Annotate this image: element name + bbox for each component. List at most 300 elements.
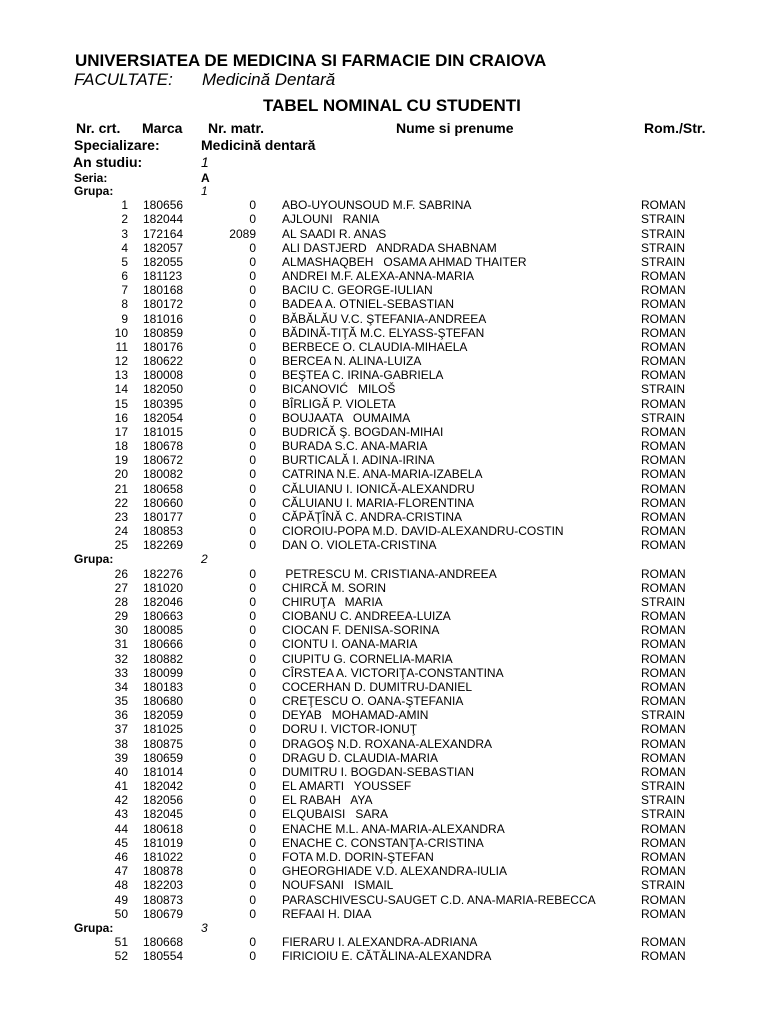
cell-marca: 182054 xyxy=(143,410,184,425)
table-row xyxy=(0,751,768,765)
table-row xyxy=(0,297,768,311)
cell-nr-matr: 0 xyxy=(249,637,256,652)
cell-nr-crt: 15 xyxy=(114,396,128,411)
cell-rom-str: ROMAN xyxy=(641,311,686,326)
table-row xyxy=(0,340,768,354)
table-row xyxy=(0,893,768,907)
cell-nr-matr: 0 xyxy=(249,311,256,326)
table-row xyxy=(0,312,768,326)
cell-nume: CIOROIU-POPA M.D. DAVID-ALEXANDRU-COSTIN xyxy=(282,524,564,539)
cell-nume: ANDREI M.F. ALEXA-ANNA-MARIA xyxy=(282,269,475,284)
column-header-marca: Marca xyxy=(142,120,183,136)
table-row xyxy=(0,793,768,807)
cell-rom-str: ROMAN xyxy=(641,694,686,709)
cell-nr-crt: 41 xyxy=(114,779,128,794)
column-header-rom: Rom./Str. xyxy=(644,120,706,136)
cell-nr-crt: 52 xyxy=(114,949,128,964)
cell-nr-crt: 1 xyxy=(121,198,128,213)
cell-nr-crt: 40 xyxy=(114,764,128,779)
cell-nr-crt: 12 xyxy=(114,354,128,369)
cell-nume: EL AMARTI YOUSSEF xyxy=(282,779,412,794)
cell-nume: NOUFSANI ISMAIL xyxy=(282,878,394,893)
cell-nr-matr: 0 xyxy=(249,339,256,354)
cell-rom-str: ROMAN xyxy=(641,439,686,454)
cell-rom-str: ROMAN xyxy=(641,481,686,496)
cell-nr-matr: 0 xyxy=(249,495,256,510)
an-studiu-label: An studiu: xyxy=(73,154,143,170)
cell-nr-matr: 0 xyxy=(249,750,256,765)
table-row xyxy=(0,878,768,892)
group-number: 3 xyxy=(201,920,208,935)
table-row xyxy=(0,623,768,637)
cell-nr-crt: 31 xyxy=(114,637,128,652)
cell-marca: 181015 xyxy=(143,424,184,439)
cell-nr-matr: 0 xyxy=(249,651,256,666)
cell-marca: 182203 xyxy=(143,878,184,893)
cell-nume: FIRICIOIU E. CĂTĂLINA-ALEXANDRA xyxy=(282,949,492,964)
cell-rom-str: STRAIN xyxy=(641,212,686,227)
cell-rom-str: STRAIN xyxy=(641,226,686,241)
cell-nr-matr: 0 xyxy=(249,665,256,680)
cell-marca: 180668 xyxy=(143,935,184,949)
table-row xyxy=(0,411,768,425)
cell-marca: 181016 xyxy=(143,311,184,326)
table-row xyxy=(0,283,768,297)
cell-marca: 180177 xyxy=(143,509,184,524)
cell-rom-str: ROMAN xyxy=(641,269,686,284)
cell-marca: 182042 xyxy=(143,779,184,794)
table-row xyxy=(0,524,768,538)
cell-rom-str: ROMAN xyxy=(641,892,686,907)
cell-nr-matr: 0 xyxy=(249,354,256,369)
cell-nr-matr: 0 xyxy=(249,382,256,397)
cell-nr-matr: 0 xyxy=(249,949,256,964)
table-row xyxy=(0,269,768,283)
cell-rom-str: STRAIN xyxy=(641,807,686,822)
cell-nr-crt: 10 xyxy=(114,325,128,340)
table-row xyxy=(0,354,768,368)
cell-marca: 182056 xyxy=(143,793,184,808)
cell-marca: 180660 xyxy=(143,495,184,510)
cell-nr-crt: 33 xyxy=(114,665,128,680)
cell-rom-str: STRAIN xyxy=(641,594,686,609)
cell-marca: 182045 xyxy=(143,807,184,822)
table-row xyxy=(0,779,768,793)
cell-marca: 182046 xyxy=(143,594,184,609)
cell-nume: ENACHE M.L. ANA-MARIA-ALEXANDRA xyxy=(282,821,505,836)
cell-nr-matr: 0 xyxy=(249,764,256,779)
cell-nr-matr: 0 xyxy=(249,538,256,553)
table-row xyxy=(0,822,768,836)
table-row xyxy=(0,425,768,439)
cell-rom-str: ROMAN xyxy=(641,821,686,836)
cell-nr-crt: 28 xyxy=(114,594,128,609)
cell-marca: 180099 xyxy=(143,665,184,680)
cell-nr-matr: 0 xyxy=(249,779,256,794)
table-row xyxy=(0,581,768,595)
cell-rom-str: ROMAN xyxy=(641,580,686,595)
column-header-nr: Nr. crt. xyxy=(76,120,121,136)
cell-nr-matr: 0 xyxy=(249,892,256,907)
cell-marca: 182059 xyxy=(143,708,184,723)
an-studiu-value: 1 xyxy=(201,154,209,170)
cell-nume: DEYAB MOHAMAD-AMIN xyxy=(282,708,429,723)
cell-marca: 181020 xyxy=(143,580,184,595)
group-label: Grupa: xyxy=(74,552,114,567)
table-row xyxy=(0,652,768,666)
cell-rom-str: ROMAN xyxy=(641,651,686,666)
cell-marca: 180663 xyxy=(143,609,184,624)
table-row xyxy=(0,637,768,651)
table-row xyxy=(0,496,768,510)
table-row xyxy=(0,482,768,496)
cell-nr-crt: 43 xyxy=(114,807,128,822)
cell-nume: BERBECE O. CLAUDIA-MIHAELA xyxy=(282,339,468,354)
cell-marca: 180658 xyxy=(143,481,184,496)
cell-nr-crt: 32 xyxy=(114,651,128,666)
table-row xyxy=(0,907,768,921)
cell-rom-str: ROMAN xyxy=(641,609,686,624)
column-header-nume: Nume si prenume xyxy=(396,120,514,136)
cell-rom-str: ROMAN xyxy=(641,764,686,779)
group-row xyxy=(0,184,768,198)
cell-marca: 182276 xyxy=(143,566,184,581)
table-row xyxy=(0,595,768,609)
cell-nr-crt: 50 xyxy=(114,906,128,921)
cell-marca: 180656 xyxy=(143,198,184,213)
cell-nr-crt: 5 xyxy=(121,254,128,269)
table-row xyxy=(0,864,768,878)
table-row xyxy=(0,708,768,722)
table-row xyxy=(0,198,768,212)
cell-rom-str: ROMAN xyxy=(641,637,686,652)
cell-nume: BURTICALĂ I. ADINA-IRINA xyxy=(282,453,435,468)
cell-nume: CIOBANU C. ANDREEA-LUIZA xyxy=(282,609,451,624)
cell-marca: 180659 xyxy=(143,750,184,765)
cell-nr-crt: 30 xyxy=(114,623,128,638)
seria-label: Seria: xyxy=(74,171,108,185)
cell-nume: CIONTU I. OANA-MARIA xyxy=(282,637,418,652)
cell-rom-str: ROMAN xyxy=(641,325,686,340)
group-row xyxy=(0,552,768,566)
cell-nr-crt: 13 xyxy=(114,368,128,383)
cell-nr-matr: 0 xyxy=(249,708,256,723)
cell-nr-crt: 14 xyxy=(114,382,128,397)
cell-rom-str: ROMAN xyxy=(641,297,686,312)
table-row xyxy=(0,737,768,751)
cell-nume: CIUPITU G. CORNELIA-MARIA xyxy=(282,651,453,666)
cell-nume: BÎRLIGĂ P. VIOLETA xyxy=(282,396,396,411)
cell-marca: 180618 xyxy=(143,821,184,836)
table-row xyxy=(0,765,768,779)
cell-nume: CĂLUIANU I. IONICĂ-ALEXANDRU xyxy=(282,481,475,496)
cell-nume: PETRESCU M. CRISTIANA-ANDREEA xyxy=(282,566,497,581)
university-title: UNIVERSIATEA DE MEDICINA SI FARMACIE DIN CRAIOVA xyxy=(75,51,547,70)
cell-nr-matr: 2089 xyxy=(229,226,256,241)
cell-rom-str: ROMAN xyxy=(641,849,686,864)
cell-nr-crt: 39 xyxy=(114,750,128,765)
cell-nume: BUDRICĂ Ş. BOGDAN-MIHAI xyxy=(282,424,444,439)
cell-nr-matr: 0 xyxy=(249,623,256,638)
cell-nr-matr: 0 xyxy=(249,325,256,340)
cell-nr-matr: 0 xyxy=(249,240,256,255)
cell-nr-crt: 44 xyxy=(114,821,128,836)
cell-marca: 180008 xyxy=(143,368,184,383)
cell-nume: COCERHAN D. DUMITRU-DANIEL xyxy=(282,679,473,694)
cell-nume: EL RABAH AYA xyxy=(282,793,373,808)
cell-nume: BADEA A. OTNIEL-SEBASTIAN xyxy=(282,297,455,312)
table-row xyxy=(0,227,768,241)
cell-rom-str: ROMAN xyxy=(641,495,686,510)
cell-nr-crt: 42 xyxy=(114,793,128,808)
cell-nume: CÎRSTEA A. VICTORIŢA-CONSTANTINA xyxy=(282,665,504,680)
cell-rom-str: STRAIN xyxy=(641,793,686,808)
cell-marca: 181014 xyxy=(143,764,184,779)
cell-rom-str: ROMAN xyxy=(641,566,686,581)
table-row xyxy=(0,609,768,623)
cell-nr-crt: 27 xyxy=(114,580,128,595)
cell-marca: 180873 xyxy=(143,892,184,907)
table-row xyxy=(0,836,768,850)
cell-marca: 180085 xyxy=(143,623,184,638)
cell-nume: PARASCHIVESCU-SAUGET C.D. ANA-MARIA-REBECCA xyxy=(282,892,596,907)
cell-nume: BACIU C. GEORGE-IULIAN xyxy=(282,283,433,298)
table-row xyxy=(0,255,768,269)
cell-nume: BICANOVIĆ MILOŠ xyxy=(282,382,396,397)
cell-marca: 180882 xyxy=(143,651,184,666)
cell-nume: CREŢESCU O. OANA-ŞTEFANIA xyxy=(282,694,464,709)
cell-nr-crt: 23 xyxy=(114,509,128,524)
cell-nume: BĂBĂLĂU V.C. ŞTEFANIA-ANDREEA xyxy=(282,311,487,326)
table-row xyxy=(0,382,768,396)
cell-nume: DAN O. VIOLETA-CRISTINA xyxy=(282,538,437,553)
cell-nume: CHIRCĂ M. SORIN xyxy=(282,580,387,595)
cell-marca: 180672 xyxy=(143,453,184,468)
cell-rom-str: STRAIN xyxy=(641,708,686,723)
cell-rom-str: ROMAN xyxy=(641,623,686,638)
group-label: Grupa: xyxy=(74,920,114,935)
group-number: 2 xyxy=(201,552,208,567)
cell-nr-matr: 0 xyxy=(249,694,256,709)
cell-marca: 181025 xyxy=(143,722,184,737)
group-row xyxy=(0,921,768,935)
cell-nume: BEŞTEA C. IRINA-GABRIELA xyxy=(282,368,444,383)
cell-nume: BOUJAATA OUMAIMA xyxy=(282,410,411,425)
cell-marca: 180875 xyxy=(143,736,184,751)
table-row xyxy=(0,666,768,680)
cell-nr-crt: 29 xyxy=(114,609,128,624)
table-row xyxy=(0,241,768,255)
cell-nr-crt: 51 xyxy=(114,935,128,949)
cell-nr-matr: 0 xyxy=(249,410,256,425)
cell-rom-str: ROMAN xyxy=(641,467,686,482)
cell-rom-str: ROMAN xyxy=(641,368,686,383)
cell-nr-matr: 0 xyxy=(249,679,256,694)
cell-marca: 180853 xyxy=(143,524,184,539)
cell-nr-matr: 0 xyxy=(249,594,256,609)
cell-rom-str: ROMAN xyxy=(641,283,686,298)
cell-nr-crt: 11 xyxy=(115,339,128,354)
table-row xyxy=(0,567,768,581)
cell-nr-matr: 0 xyxy=(249,297,256,312)
cell-nr-matr: 0 xyxy=(249,439,256,454)
cell-nume: AL SAADI R. ANAS xyxy=(282,226,387,241)
cell-nr-matr: 0 xyxy=(249,935,256,949)
cell-marca: 180859 xyxy=(143,325,184,340)
cell-nume: CĂLUIANU I. MARIA-FLORENTINA xyxy=(282,495,475,510)
cell-marca: 181022 xyxy=(143,849,184,864)
table-row xyxy=(0,850,768,864)
cell-nr-matr: 0 xyxy=(249,807,256,822)
cell-rom-str: ROMAN xyxy=(641,722,686,737)
cell-nr-crt: 6 xyxy=(121,269,128,284)
cell-marca: 180680 xyxy=(143,694,184,709)
cell-rom-str: ROMAN xyxy=(641,198,686,213)
cell-nr-matr: 0 xyxy=(249,509,256,524)
cell-marca: 180679 xyxy=(143,906,184,921)
cell-rom-str: ROMAN xyxy=(641,679,686,694)
cell-nume: DORU I. VICTOR-IONUŢ xyxy=(282,722,418,737)
table-row xyxy=(0,949,768,963)
cell-nr-crt: 17 xyxy=(114,424,128,439)
cell-nr-matr: 0 xyxy=(249,821,256,836)
cell-nr-crt: 45 xyxy=(114,835,128,850)
cell-nume: FOTA M.D. DORIN-ŞTEFAN xyxy=(282,849,434,864)
table-row xyxy=(0,368,768,382)
cell-nr-crt: 24 xyxy=(114,524,128,539)
cell-nr-crt: 37 xyxy=(114,722,128,737)
cell-nr-crt: 48 xyxy=(114,878,128,893)
cell-rom-str: STRAIN xyxy=(641,779,686,794)
cell-nr-crt: 8 xyxy=(121,297,128,312)
cell-rom-str: ROMAN xyxy=(641,396,686,411)
cell-rom-str: ROMAN xyxy=(641,453,686,468)
cell-nume: FIERARU I. ALEXANDRA-ADRIANA xyxy=(282,935,478,949)
cell-nume: AJLOUNI RANIA xyxy=(282,212,380,227)
cell-marca: 182055 xyxy=(143,254,184,269)
cell-rom-str: ROMAN xyxy=(641,665,686,680)
cell-nr-crt: 4 xyxy=(121,240,128,255)
cell-nume: CĂPĂŢÎNĂ C. ANDRA-CRISTINA xyxy=(282,509,463,524)
cell-nume: DUMITRU I. BOGDAN-SEBASTIAN xyxy=(282,764,475,779)
cell-nr-crt: 20 xyxy=(114,467,128,482)
cell-nr-crt: 19 xyxy=(114,453,128,468)
cell-rom-str: ROMAN xyxy=(641,750,686,765)
specializare-value: Medicină dentară xyxy=(201,137,316,153)
table-row xyxy=(0,680,768,694)
cell-nr-crt: 38 xyxy=(114,736,128,751)
cell-nr-crt: 2 xyxy=(121,212,128,227)
table-row xyxy=(0,510,768,524)
cell-rom-str: ROMAN xyxy=(641,509,686,524)
cell-nr-crt: 3 xyxy=(121,226,128,241)
cell-nr-matr: 0 xyxy=(249,254,256,269)
table-row xyxy=(0,467,768,481)
cell-nr-matr: 0 xyxy=(249,878,256,893)
cell-rom-str: STRAIN xyxy=(641,254,686,269)
cell-nume: ALI DASTJERD ANDRADA SHABNAM xyxy=(282,240,497,255)
cell-nr-crt: 7 xyxy=(121,283,128,298)
cell-nr-crt: 18 xyxy=(114,439,128,454)
cell-nume: CIOCAN F. DENISA-SORINA xyxy=(282,623,440,638)
cell-nr-crt: 35 xyxy=(114,694,128,709)
table-row xyxy=(0,807,768,821)
cell-rom-str: ROMAN xyxy=(641,354,686,369)
table-row xyxy=(0,439,768,453)
cell-nr-matr: 0 xyxy=(249,283,256,298)
cell-nr-matr: 0 xyxy=(249,793,256,808)
table-row xyxy=(0,722,768,736)
cell-nume: BURADA S.C. ANA-MARIA xyxy=(282,439,428,454)
cell-rom-str: ROMAN xyxy=(641,935,686,949)
cell-marca: 180395 xyxy=(143,396,184,411)
cell-nr-crt: 46 xyxy=(114,849,128,864)
cell-nr-matr: 0 xyxy=(249,212,256,227)
cell-marca: 180666 xyxy=(143,637,184,652)
cell-nr-crt: 26 xyxy=(114,566,128,581)
table-row xyxy=(0,538,768,552)
cell-nr-crt: 25 xyxy=(114,538,128,553)
cell-rom-str: ROMAN xyxy=(641,736,686,751)
cell-nr-crt: 49 xyxy=(114,892,128,907)
cell-nume: CATRINA N.E. ANA-MARIA-IZABELA xyxy=(282,467,483,482)
specializare-label: Specializare: xyxy=(74,137,160,153)
cell-nr-matr: 0 xyxy=(249,453,256,468)
cell-marca: 180183 xyxy=(143,679,184,694)
cell-marca: 180622 xyxy=(143,354,184,369)
cell-marca: 182057 xyxy=(143,240,184,255)
faculty-label: FACULTATE: xyxy=(74,70,173,89)
cell-rom-str: ROMAN xyxy=(641,835,686,850)
cell-marca: 180172 xyxy=(143,297,184,312)
cell-marca: 180878 xyxy=(143,864,184,879)
cell-nr-matr: 0 xyxy=(249,467,256,482)
seria-value: A xyxy=(201,171,210,185)
cell-rom-str: ROMAN xyxy=(641,339,686,354)
cell-nr-matr: 0 xyxy=(249,396,256,411)
cell-marca: 180176 xyxy=(143,339,184,354)
cell-nr-matr: 0 xyxy=(249,580,256,595)
cell-marca: 181019 xyxy=(143,835,184,850)
column-header-matr: Nr. matr. xyxy=(208,120,265,136)
faculty-value: Medicină Dentară xyxy=(202,70,336,89)
cell-marca: 180082 xyxy=(143,467,184,482)
cell-marca: 181123 xyxy=(143,269,183,284)
cell-nume: ABO-UYOUNSOUD M.F. SABRINA xyxy=(282,198,472,213)
cell-nr-matr: 0 xyxy=(249,609,256,624)
cell-marca: 172164 xyxy=(143,226,184,241)
cell-nume: GHEORGHIADE V.D. ALEXANDRA-IULIA xyxy=(282,864,507,879)
cell-nume: CHIRUŢA MARIA xyxy=(282,594,383,609)
table-row xyxy=(0,694,768,708)
cell-nume: BĂDINĂ-TIŢĂ M.C. ELYASS-ŞTEFAN xyxy=(282,325,485,340)
cell-rom-str: STRAIN xyxy=(641,878,686,893)
cell-nr-matr: 0 xyxy=(249,906,256,921)
cell-nr-matr: 0 xyxy=(249,835,256,850)
cell-rom-str: STRAIN xyxy=(641,410,686,425)
cell-rom-str: ROMAN xyxy=(641,538,686,553)
cell-nr-crt: 36 xyxy=(114,708,128,723)
cell-rom-str: STRAIN xyxy=(641,240,686,255)
cell-nr-crt: 9 xyxy=(121,311,128,326)
cell-nr-crt: 34 xyxy=(114,679,128,694)
cell-marca: 182269 xyxy=(143,538,184,553)
cell-marca: 180168 xyxy=(143,283,184,298)
cell-marca: 182044 xyxy=(143,212,184,227)
cell-nr-crt: 21 xyxy=(114,481,128,496)
cell-rom-str: ROMAN xyxy=(641,906,686,921)
cell-rom-str: ROMAN xyxy=(641,424,686,439)
